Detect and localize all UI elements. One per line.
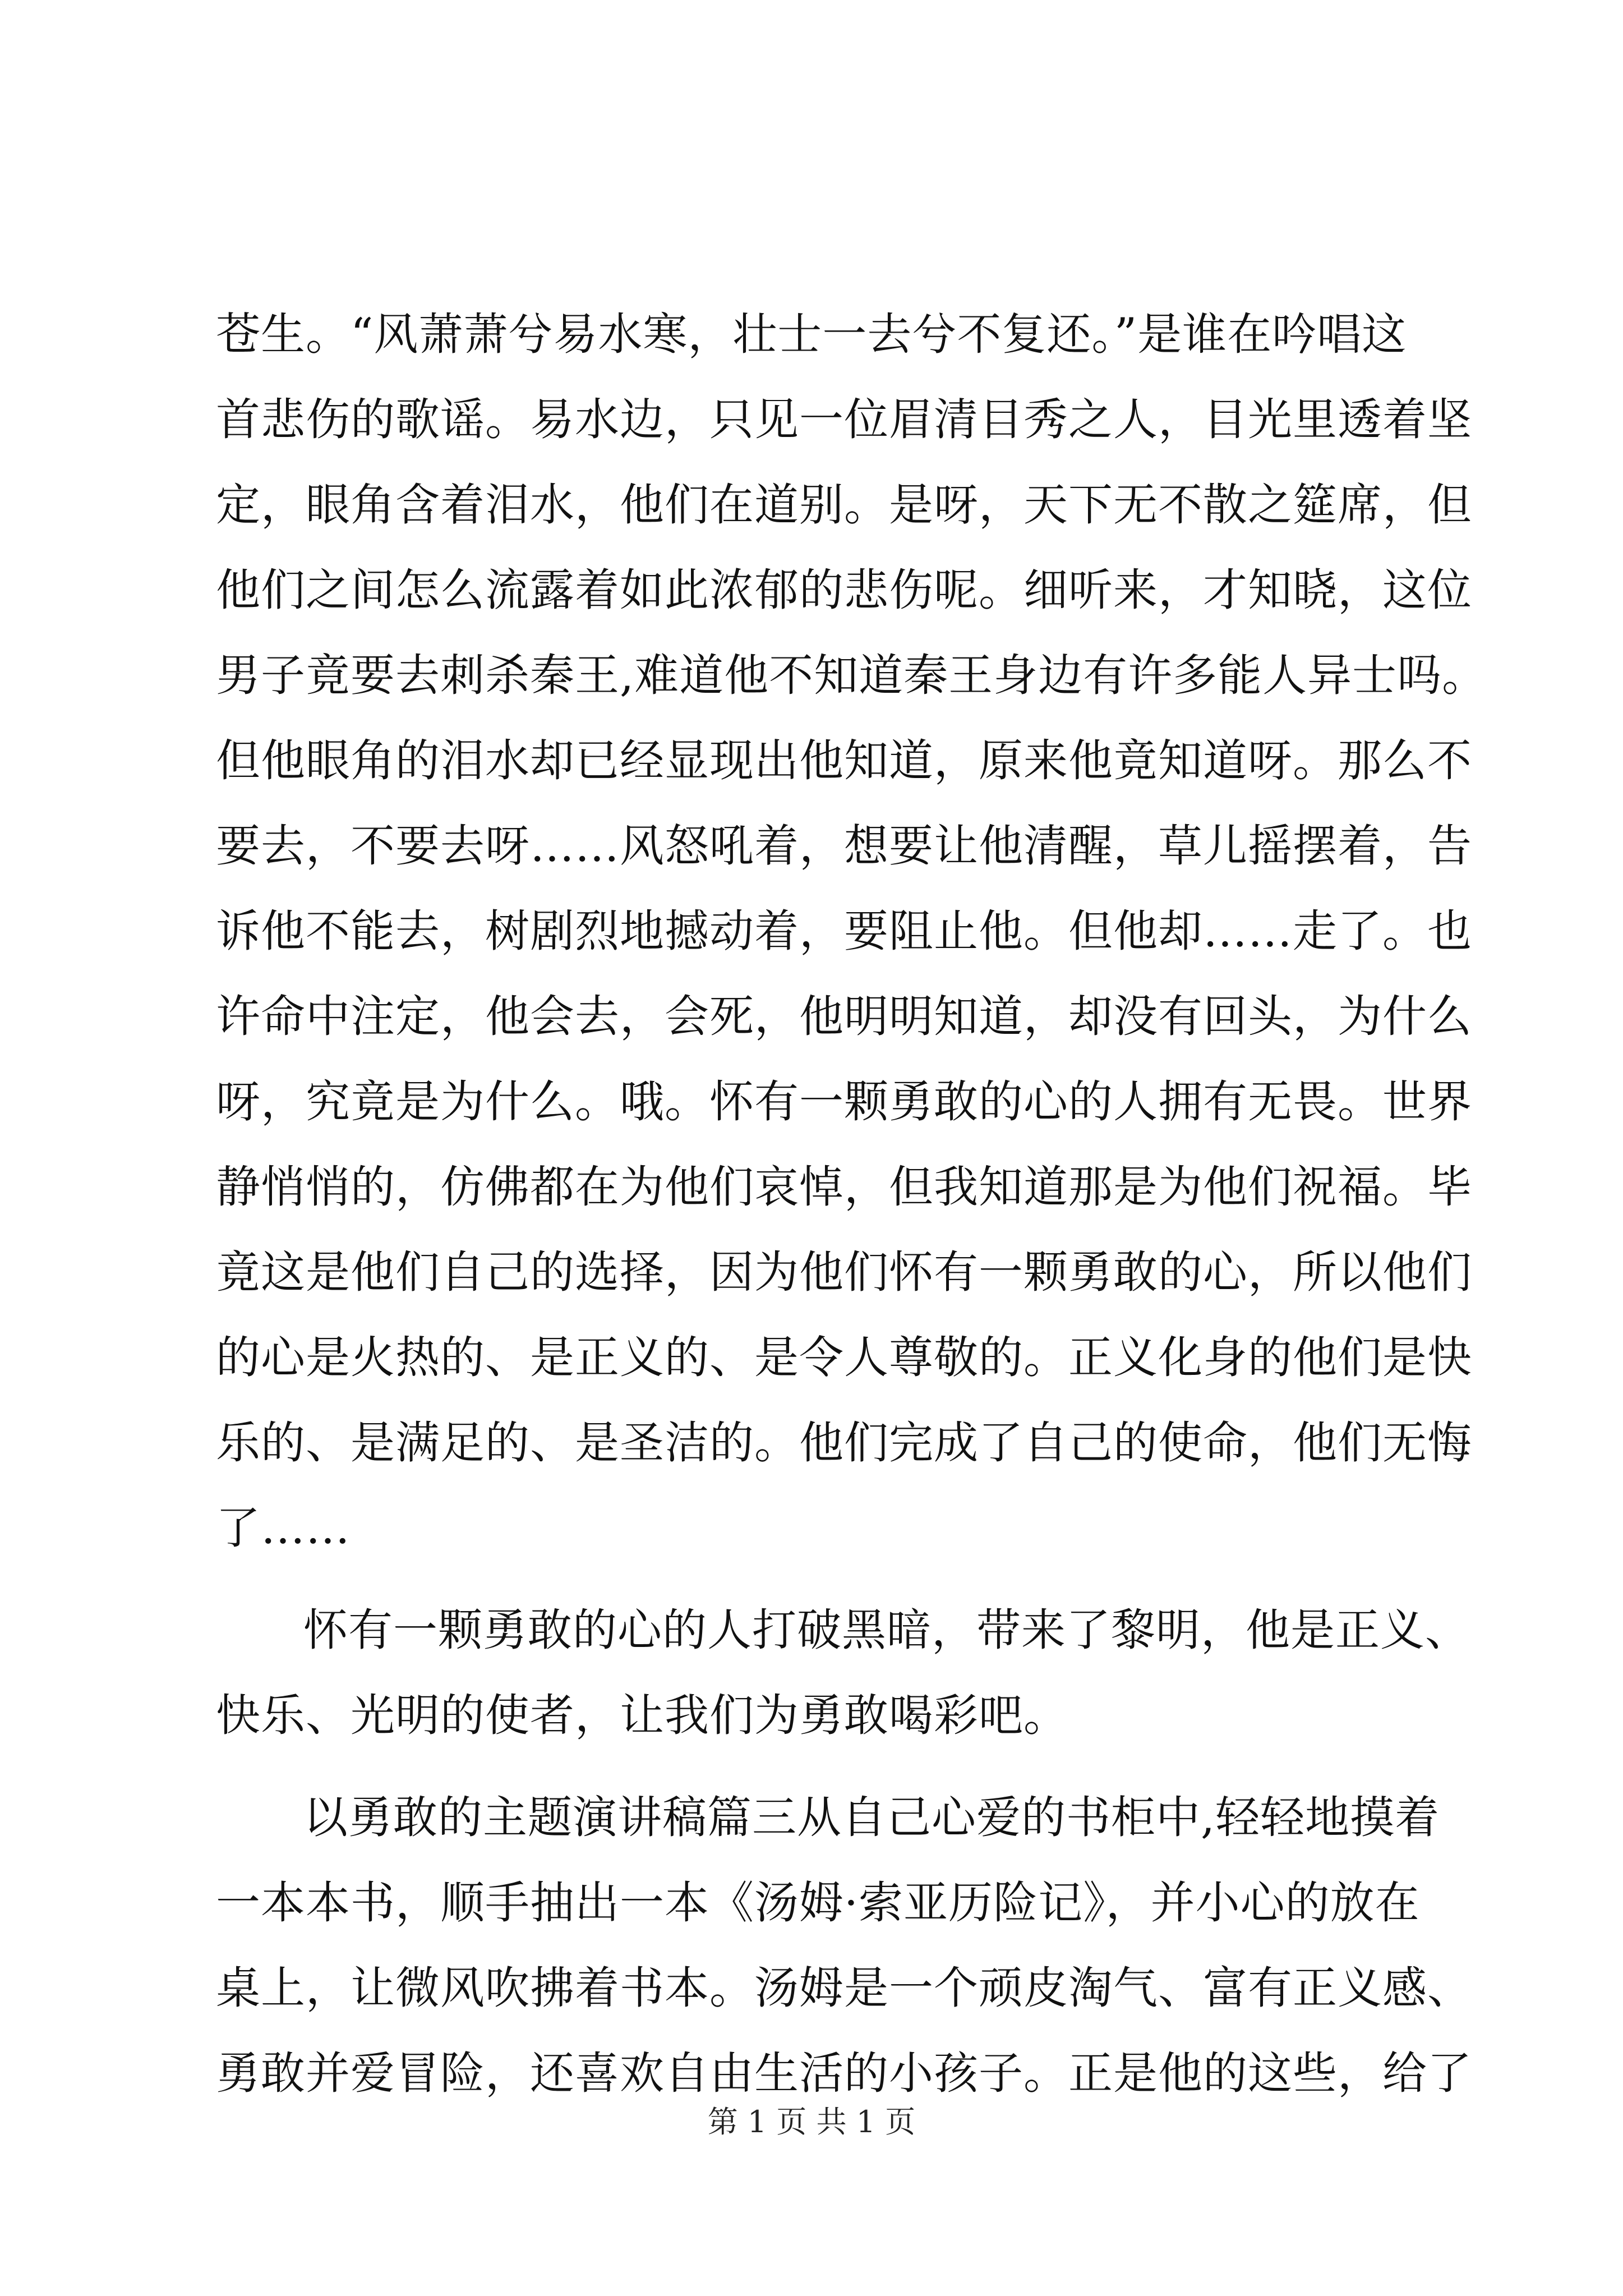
text-line: 要去，不要去呀……风怒吼着，想要让他清醒，草儿摇摆着，告 bbox=[216, 820, 1472, 872]
text-line: 定，眼角含着泪水，他们在道别。是呀，天下无不散之筵席，但 bbox=[216, 479, 1472, 531]
text-line: 勇敢并爱冒险，还喜欢自由生活的小孩子。正是他的这些，给了 bbox=[216, 2047, 1472, 2099]
text-line: 桌上，让微风吹拂着书本。汤姆是一个顽皮淘气、富有正义感、 bbox=[216, 1962, 1472, 2014]
text-line: 男子竟要去刺杀秦王,难道他不知道秦王身边有许多能人异士吗。 bbox=[216, 650, 1487, 701]
text-line: 他们之间怎么流露着如此浓郁的悲伤呢。细听来，才知晓，这位 bbox=[216, 564, 1472, 616]
text-line: 怀有一颗勇敢的心的人打破黑暗，带来了黎明，他是正义、 bbox=[303, 1604, 1470, 1656]
text-line: 许命中注定，他会去，会死，他明明知道，却没有回头，为什么 bbox=[216, 991, 1472, 1042]
body-text bbox=[216, 292, 1487, 2116]
text-line: 一本本书，顺手抽出一本《汤姆·索亚历险记》，并小心的放在 bbox=[216, 1877, 1420, 1929]
page-number-footer: 第 1 页 共 1 页 bbox=[707, 2104, 916, 2139]
text-line: 但他眼角的泪水却已经显现出他知道，原来他竟知道呀。那么不 bbox=[216, 735, 1472, 786]
text-line: 苍生。“风萧萧兮易水寒，壮士一去兮不复还。”是谁在吟唱这 bbox=[216, 309, 1407, 360]
text-line: 乐的、是满足的、是圣洁的。他们完成了自己的使命，他们无悔 bbox=[216, 1417, 1472, 1469]
text-line: 静悄悄的，仿佛都在为他们哀悼，但我知道那是为他们祝福。毕 bbox=[216, 1161, 1472, 1213]
text-line: 呀，究竟是为什么。哦。怀有一颗勇敢的心的人拥有无畏。世界 bbox=[216, 1076, 1472, 1128]
text-line: 了…… bbox=[216, 1502, 351, 1554]
paragraph-gap bbox=[216, 1571, 1422, 1588]
text-line: 的心是火热的、是正义的、是令人尊敬的。正义化身的他们是快 bbox=[216, 1332, 1472, 1383]
text-line: 竟这是他们自己的选择，因为他们怀有一颗勇敢的心，所以他们 bbox=[216, 1246, 1472, 1298]
paragraph-gap bbox=[216, 1758, 1422, 1775]
text-line: 诉他不能去，树剧烈地撼动着，要阻止他。但他却……走了。也 bbox=[216, 905, 1472, 957]
text-line: 以勇敢的主题演讲稿篇三从自己心爱的书柜中,轻轻地摸着 bbox=[303, 1792, 1440, 1843]
text-line: 快乐、光明的使者，让我们为勇敢喝彩吧。 bbox=[216, 1690, 1068, 1741]
text-line: 首悲伤的歌谣。易水边，只见一位眉清目秀之人，目光里透着坚 bbox=[216, 394, 1472, 445]
